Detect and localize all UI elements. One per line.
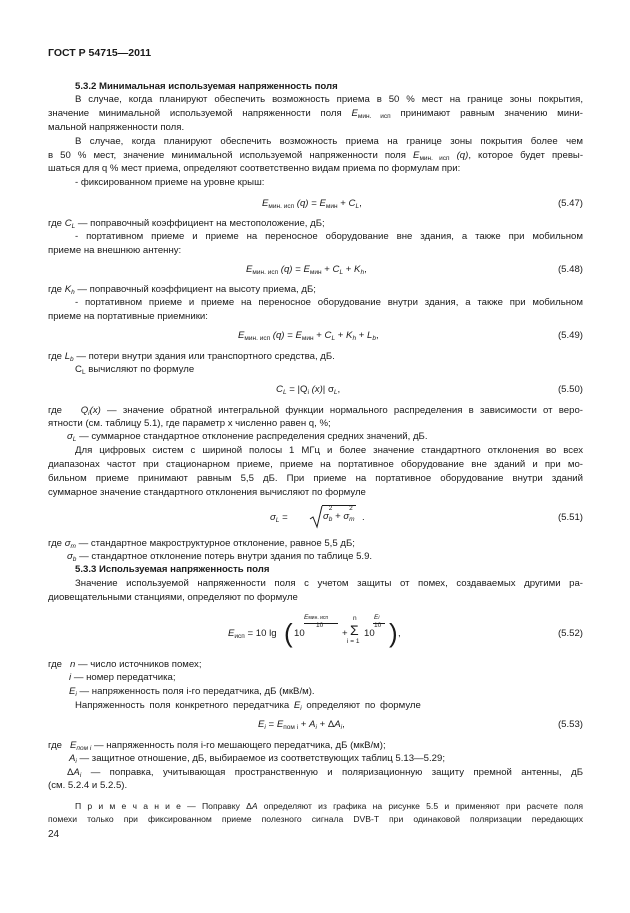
equation-number: (5.52) bbox=[557, 628, 583, 639]
paragraph-line: Напряженность поля конкретного передатчика $E_i$ определяют по формуле bbox=[75, 700, 421, 712]
definition-line: где $C_L$ — поправочный коэффициент на местоположение, дБ; bbox=[48, 218, 325, 230]
definition-line: ятности (см. таблицу 5.1), где параметр x численно равен q, %; bbox=[48, 418, 331, 429]
right-paren: ) bbox=[389, 618, 398, 648]
paragraph-line: приеме на портативные приемники: bbox=[48, 311, 208, 322]
sum-icon: Σ bbox=[350, 622, 359, 638]
section-title-5-3-3: 5.3.3 Используемая напряженность поля bbox=[75, 564, 270, 575]
sqrt-radical-icon bbox=[309, 505, 323, 529]
exponent-numerator: Eмин. исп bbox=[304, 614, 329, 621]
paragraph-line: Для цифровых систем с шириной полосы 1 МГц и более значение стандартного отклонения во всех bbox=[75, 445, 583, 456]
section-title-5-3-2: 5.3.2 Минимальная используемая напряженность поля bbox=[75, 81, 338, 92]
paragraph-line: диапазонах частот при стационарном приеме, приеме на портативное оборудование вне зданий и при мо- bbox=[48, 459, 583, 470]
definition-line: $A_i$ — защитное отношение, дБ, выбираемое из соответствующих таблиц 5.13—5.29; bbox=[69, 753, 445, 765]
left-paren: ( bbox=[284, 618, 293, 648]
exponent-denominator: 10 bbox=[316, 622, 324, 629]
note-line: П р и м е ч а н и е — Поправку ΔA определяют из графика на рисунке 5.5 и применяют при расчете поля bbox=[75, 801, 583, 811]
definition-line: $\sigma_L$ — суммарное стандартное отклонение распределения средних значений, дБ. bbox=[67, 431, 428, 443]
sum-upper-limit: n bbox=[353, 615, 357, 622]
formula-5-50: $C_L = |Q_i$ (x)| $\sigma_L$, bbox=[276, 384, 341, 396]
radicand: $\sigma_b$ 2 + $\sigma_m$ 2 bbox=[323, 505, 355, 523]
note-line: помехи только при фиксированном приеме полезного сигнала DVB-T при одинаковой поляризации передающих bbox=[48, 814, 583, 824]
paragraph-line: Значение используемой напряженности поля с учетом защиты от помех, создаваемых другими ра- bbox=[75, 578, 583, 589]
paragraph-line: значение минимальной используемой напряженности поля $E_{мин. исп}$ принимают равным значению мини- bbox=[48, 108, 583, 120]
formula-5-52-lhs: $E_{исп} = 10$ lg bbox=[228, 628, 277, 640]
formula-5-49: $E_{мин. исп}$ $(q) = E_{мин} + C_L + K_h + L_b$, bbox=[238, 330, 379, 342]
definition-line: $\sigma_b$ — стандартное отклонение потерь внутри здания по таблице 5.9. bbox=[67, 551, 373, 563]
formula-5-51: $\sigma_L$ = bbox=[270, 512, 288, 524]
formula-5-47: $E_{мин. исп}$ $(q) = E_{мин} + C_L$, bbox=[262, 198, 362, 210]
paragraph-line: приеме на внешнюю антенну: bbox=[48, 245, 182, 256]
sum-lower-limit: i = 1 bbox=[347, 638, 360, 645]
equation-number: (5.48) bbox=[557, 264, 583, 275]
exponent-numerator: Ei bbox=[374, 614, 380, 621]
definition-line: где $\sigma_m$ — стандартное макроструктурное отклонение, равное 5,5 дБ; bbox=[48, 538, 355, 550]
paragraph-line: $C_L$ вычисляют по формуле bbox=[75, 364, 195, 376]
paragraph-line: - фиксированном приеме на уровне крыш: bbox=[75, 177, 265, 188]
definition-line: где $K_h$ — поправочный коэффициент на высоту приема, дБ; bbox=[48, 284, 316, 296]
definition-line: $E_i$ — напряженность поля i-го передатчика, дБ (мкВ/м). bbox=[69, 686, 315, 698]
definition-line: $\Delta A_i$ — поправка, учитывающая пространственную и поляризационную защиту премной антенны, дБ bbox=[67, 767, 583, 779]
paragraph-line: - портативном приеме и приеме на переносное оборудование внутри здания, а также при мобильном bbox=[75, 297, 583, 308]
paragraph-line: В случае, когда планируют обеспечить возможность приема в 50 % мест на границе зоны покрытия, bbox=[75, 94, 583, 105]
formula-comma: , bbox=[398, 628, 401, 639]
paragraph-line: шаться для q % мест приема, определяют соответственно видам приема по формулам при: bbox=[48, 163, 461, 174]
definition-line: где $L_b$ — потери внутри здания или транспортного средства, дБ. bbox=[48, 351, 335, 363]
equation-number: (5.49) bbox=[557, 330, 583, 341]
document-header: ГОСТ Р 54715—2011 bbox=[48, 47, 152, 59]
equation-number: (5.50) bbox=[557, 384, 583, 395]
page-number: 24 bbox=[48, 829, 60, 840]
definition-line: (см. 5.2.4 и 5.2.5). bbox=[48, 780, 128, 791]
equation-number: (5.47) bbox=[557, 198, 583, 209]
exponent-denominator: 10 bbox=[374, 622, 382, 629]
formula-5-53: $E_i = E_{пом i} + A_i + \Delta A_i$, bbox=[258, 719, 345, 731]
formula-dot: . bbox=[362, 512, 365, 523]
plus-sign: + bbox=[342, 628, 348, 639]
ten-base: 10 bbox=[364, 628, 375, 639]
paragraph-line: суммарное значение стандартного отклонения вычисляют по формуле bbox=[48, 487, 366, 498]
equation-number: (5.51) bbox=[557, 512, 583, 523]
formula-5-48: $E_{мин. исп}$ $(q) = E_{мин} + C_L + K_h$, bbox=[246, 264, 367, 276]
definition-line: где $E_{пом i}$ — напряженность поля i-го мешающего передатчика, дБ (мкВ/м); bbox=[48, 740, 386, 752]
paragraph-line: бильном приеме принимают равным 5,5 дБ. При приеме на портативное оборудование внутри зданий bbox=[48, 473, 583, 484]
paragraph-line: - портативном приеме и приеме на переносное оборудование вне здания, а также при мобильном bbox=[75, 231, 583, 242]
paragraph-line: в 50 % мест, значение минимальной используемой напряженности поля $E_{мин. исп}$ (q), которое будет превы- bbox=[48, 150, 584, 162]
paragraph-line: мальной напряженности поля. bbox=[48, 122, 185, 133]
equation-number: (5.53) bbox=[557, 719, 583, 730]
definition-line: i — номер передатчика; bbox=[69, 672, 176, 683]
ten-base: 10 bbox=[294, 628, 305, 639]
definition-line: где $Q_i(x)$ — значение обратной интегральной функции нормального распределения в зависимости от веро- bbox=[48, 405, 583, 417]
paragraph-line: В случае, когда планируют обеспечить возможность приема на границе зоны покрытия более чем bbox=[75, 136, 583, 147]
definition-line: где n — число источников помех; bbox=[48, 659, 202, 670]
paragraph-line: диовещательными станциями, определяют по формуле bbox=[48, 592, 298, 603]
